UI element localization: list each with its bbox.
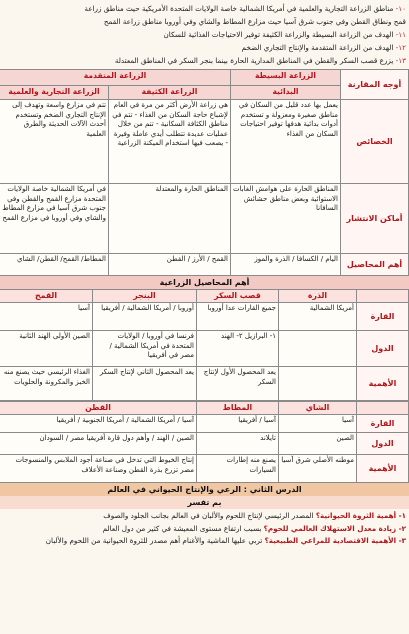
table-cell: آسيا [279,415,357,433]
explain-title: بم تفسر [0,496,409,509]
criteria-header: أوجه المقارنة [341,70,409,100]
note-number: ١٣- [393,56,406,65]
table-cell: تتم في مزارع واسعة وتهدف إلى الإنتاج التجاري الضخم وتستخدم أحدث الآلات الحديثة والطرق العلمية [0,100,109,184]
table-cell: آسيا / أمريكا الشمالية / أمريكا الجنوبية / أفريقيا [0,415,197,433]
table-cell: يعد المحصول الثاني لإنتاج السكر [93,367,197,401]
lesson-title: الدرس الثاني : الرعي والإنتاج الحيواني في العالم [0,483,409,496]
table-cell: تايلاند [197,433,279,455]
row-label: الدول [357,433,409,455]
table-cell: آسيا / أفريقيا [197,415,279,433]
primitive-subheader: البدائية [231,86,341,100]
table-cell: الغذاء الرئيسي حيث يصنع منه الخبز والمكرونة والحلويات [0,367,93,401]
crops-table-2 [0,401,409,483]
crop-header: القمح [0,290,93,303]
note-text: الهدف من الزراعة المتقدمة والإنتاج التجاري الضخم [241,43,394,52]
table-cell: جميع القارات عدا أوروبا [197,303,279,331]
row-label: الأهمية [357,367,409,401]
row-label: القارة [357,303,409,331]
advanced-agri-header: الزراعة المتقدمة [0,70,231,86]
table-cell: يعد المحصول الأول لإنتاج السكر [197,367,279,401]
question-text: ٣- الأهمية الاقتصادية للمراعي الطبيعية؟ [264,536,406,545]
crops-section-title: أهم المحاصيل الزراعية [0,276,409,289]
row-label: القارة [357,415,409,433]
row-label: أهم المحاصيل [341,254,409,276]
note-line [3,15,406,28]
table-cell: المناطق الحارة والمعتدلة [109,184,231,254]
question-item [3,523,406,536]
table-cell: الصين [279,433,357,455]
corner-cell [357,402,409,415]
table-cell: الصين / الهند / وأهم دول قارة أفريقيا مصر / السودان [0,433,197,455]
note-number: ١٢- [393,43,406,52]
table-cell: الصين الأولى الهند الثانية [0,331,93,367]
row-label: الأهمية [357,455,409,483]
crop-header: القطن [0,402,197,415]
row-label: الخصائص [341,100,409,184]
row-label: الدول [357,331,409,367]
question-item [3,510,406,523]
note-text: قمح ونطاق القطن وفي جنوب شرق آسيا حيث مزارع المطاط والشاي وفي أوروبا مناطق زراعة القمح [103,17,406,26]
table-cell [279,331,357,367]
table-cell: المطاط/ القمح/ القطن/ الشاي [0,254,109,276]
table-cell: أمريكا الشمالية [279,303,357,331]
note-number: ١١- [393,30,406,39]
answer-text: المصدر الرئيسي لإنتاج اللحوم والألبان في العالم بجانب الجلود والصوف [103,511,314,520]
crops-table-1 [0,289,409,401]
note-text: الهدف من الزراعة البسيطة والزراعة الكثيفة توفير الاحتياجات الغذائية للسكان [163,30,394,39]
note-text: مناطق الزراعة التجارية والعلمية في أمريكا الشمالية خاصة الولايات المتحدة الأمريكية حيث مناطق زراعة [84,4,394,13]
note-line [3,28,406,41]
table-cell [279,367,357,401]
question-text: ١- أهمية الثروة الحيوانية؟ [315,511,406,520]
table-cell: أوروبا / أمريكا الشمالية / أفريقيا [93,303,197,331]
crop-header: الذرة [279,290,357,303]
table-cell: المناطق الحارة على هوامش الغابات الاستوائية وبعض مناطق حشائش السافانا [231,184,341,254]
table-cell: ١- البرازيل ٢- الهند [197,331,279,367]
crop-header: قصب السكر [197,290,279,303]
table-cell: موطنه الأصلي شرق آسيا [279,455,357,483]
crop-header: الشاي [279,402,357,415]
note-line [3,41,406,54]
note-line [3,54,406,67]
table-cell: إنتاج الخيوط التي تدخل في صناعة أجود الملابس والمنسوجات مصر تزرع بذرة القطن وصناعة الأعلاف [0,455,197,483]
row-label: أماكن الانتشار [341,184,409,254]
question-text: ٢- زيادة معدل الاستهلاك العالمي للحوم؟ [263,523,406,533]
intensive-subheader: الزراعة الكثيفة [109,86,231,100]
table-cell: فرنسا في أوروبا / الولايات المتحدة في أمريكا الشمالية / مصر في أفريقيا [93,331,197,367]
agriculture-comparison-table [0,69,409,276]
answer-text: تربي عليها الماشية والأغنام أهم مصدر للثروة الحيوانية من اللحوم والألبان [45,536,263,545]
note-line [3,2,406,15]
notes-list [0,0,409,67]
corner-cell [357,290,409,303]
note-number: ١٠- [393,4,406,13]
table-cell: هي زراعة الأرض أكثر من مرة في العام لإشباع حاجة السكان من الغذاء - تتم في مناطق الكثافة السكانية - تتم من خلال عمليات عديدة تتطلب أيدي عاملة وفيرة - يصعب فيها استخدام الميكنة الزراعية [109,100,231,184]
table-cell: يعمل بها عدد قليل من السكان في مناطق صغيرة ومعزولة و تستخدم أدوات بدائية هدفها توفير احتياجات السكان من الغذاء [231,100,341,184]
crop-header: المطاط [197,402,279,415]
table-cell: القمح / الأرز / القطن [109,254,231,276]
basic-agri-header: الزراعة البسيطة [231,70,341,86]
note-text: يزرع قصب السكر والقطن في المناطق المدارية الحارة بينما بنجر السكر في المناطق المعتدلة [114,56,394,65]
table-cell: في أمريكا الشمالية خاصة الولايات المتحدة مزارع القمح والقطن وفي جنوب شرق آسيا في مزارع المطاط والشاي وفي أوروبا في مزارع القمح [0,184,109,254]
table-cell: آسيا [0,303,93,331]
table-cell: اليام / الكسافا / الذرة والموز [231,254,341,276]
question-item [3,535,406,548]
crop-header: البنجر [93,290,197,303]
table-cell: يصنع منه إطارات السيارات [197,455,279,483]
questions-list [0,509,409,549]
commercial-subheader: الزراعة التجارية والعلمية [0,86,109,100]
answer-text: بسبب ارتفاع مستوى المعيشة في كثير من دول العالم [102,523,262,533]
